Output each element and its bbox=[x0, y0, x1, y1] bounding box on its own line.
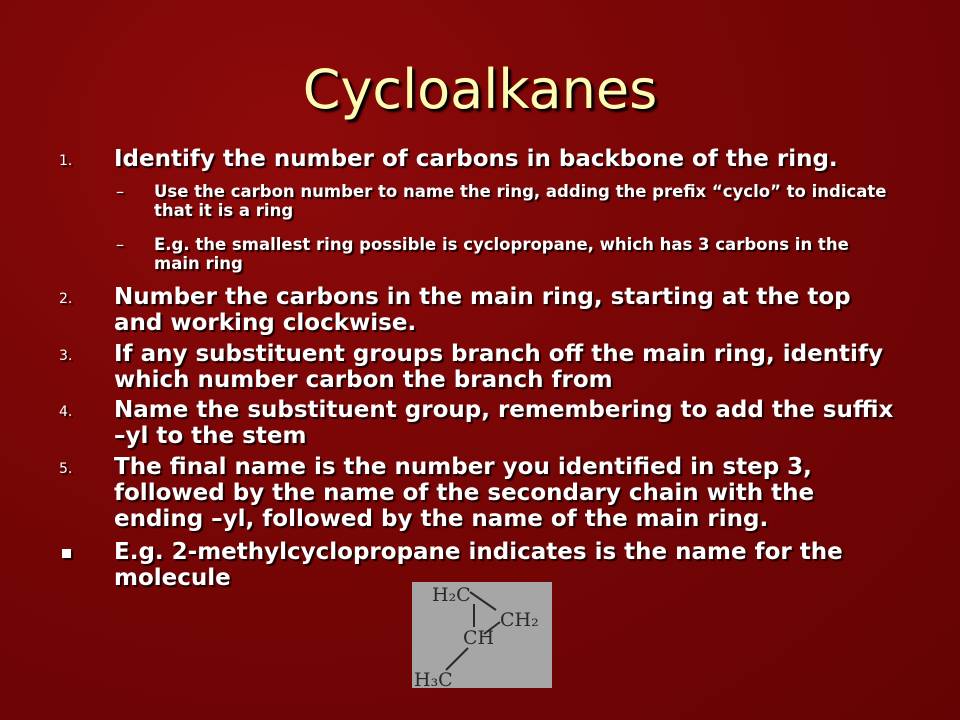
ch2-top-label: H₂C bbox=[432, 584, 471, 606]
bond-methyl bbox=[446, 648, 468, 670]
item-4-number: 4. bbox=[59, 404, 73, 420]
molecule-image bbox=[412, 582, 552, 688]
item-5-text: The final name is the number you identified in step 3, followed by the name of the secondary chain with the ending –yl, followed by the name of the main ring. bbox=[114, 454, 815, 532]
item-1-text: Identify the number of carbons in backbone of the ring. bbox=[114, 146, 838, 172]
slide-title: Cycloalkanes bbox=[302, 58, 658, 121]
subitem-2-marker: – bbox=[116, 235, 124, 254]
subitem-2-text: E.g. the smallest ring possible is cyclopropane, which has 3 carbons in the main ring bbox=[154, 235, 849, 273]
subitem-1-marker: – bbox=[116, 182, 124, 201]
item-3-text: If any substituent groups branch off the main ring, identify which number carbon the branch from bbox=[114, 341, 883, 393]
square-bullet-icon bbox=[62, 549, 71, 558]
item-2-number: 2. bbox=[59, 291, 73, 307]
subitem-1-text: Use the carbon number to name the ring, adding the prefix “cyclo” to indicate that it is a ring bbox=[154, 182, 887, 220]
ch2-right-label: CH₂ bbox=[500, 609, 539, 631]
item-2-text: Number the carbons in the main ring, starting at the top and working clockwise. bbox=[114, 284, 851, 336]
item-5-number: 5. bbox=[59, 461, 73, 477]
item-3-number: 3. bbox=[59, 348, 73, 364]
bullet-text: E.g. 2-methylcyclopropane indicates is the name for the molecule bbox=[114, 539, 843, 591]
ch3-label: H₃C bbox=[414, 669, 453, 688]
item-1-number: 1. bbox=[59, 153, 73, 169]
ch-label: CH bbox=[463, 627, 495, 649]
item-4-text: Name the substituent group, remembering to add the suffix –yl to the stem bbox=[114, 397, 894, 449]
